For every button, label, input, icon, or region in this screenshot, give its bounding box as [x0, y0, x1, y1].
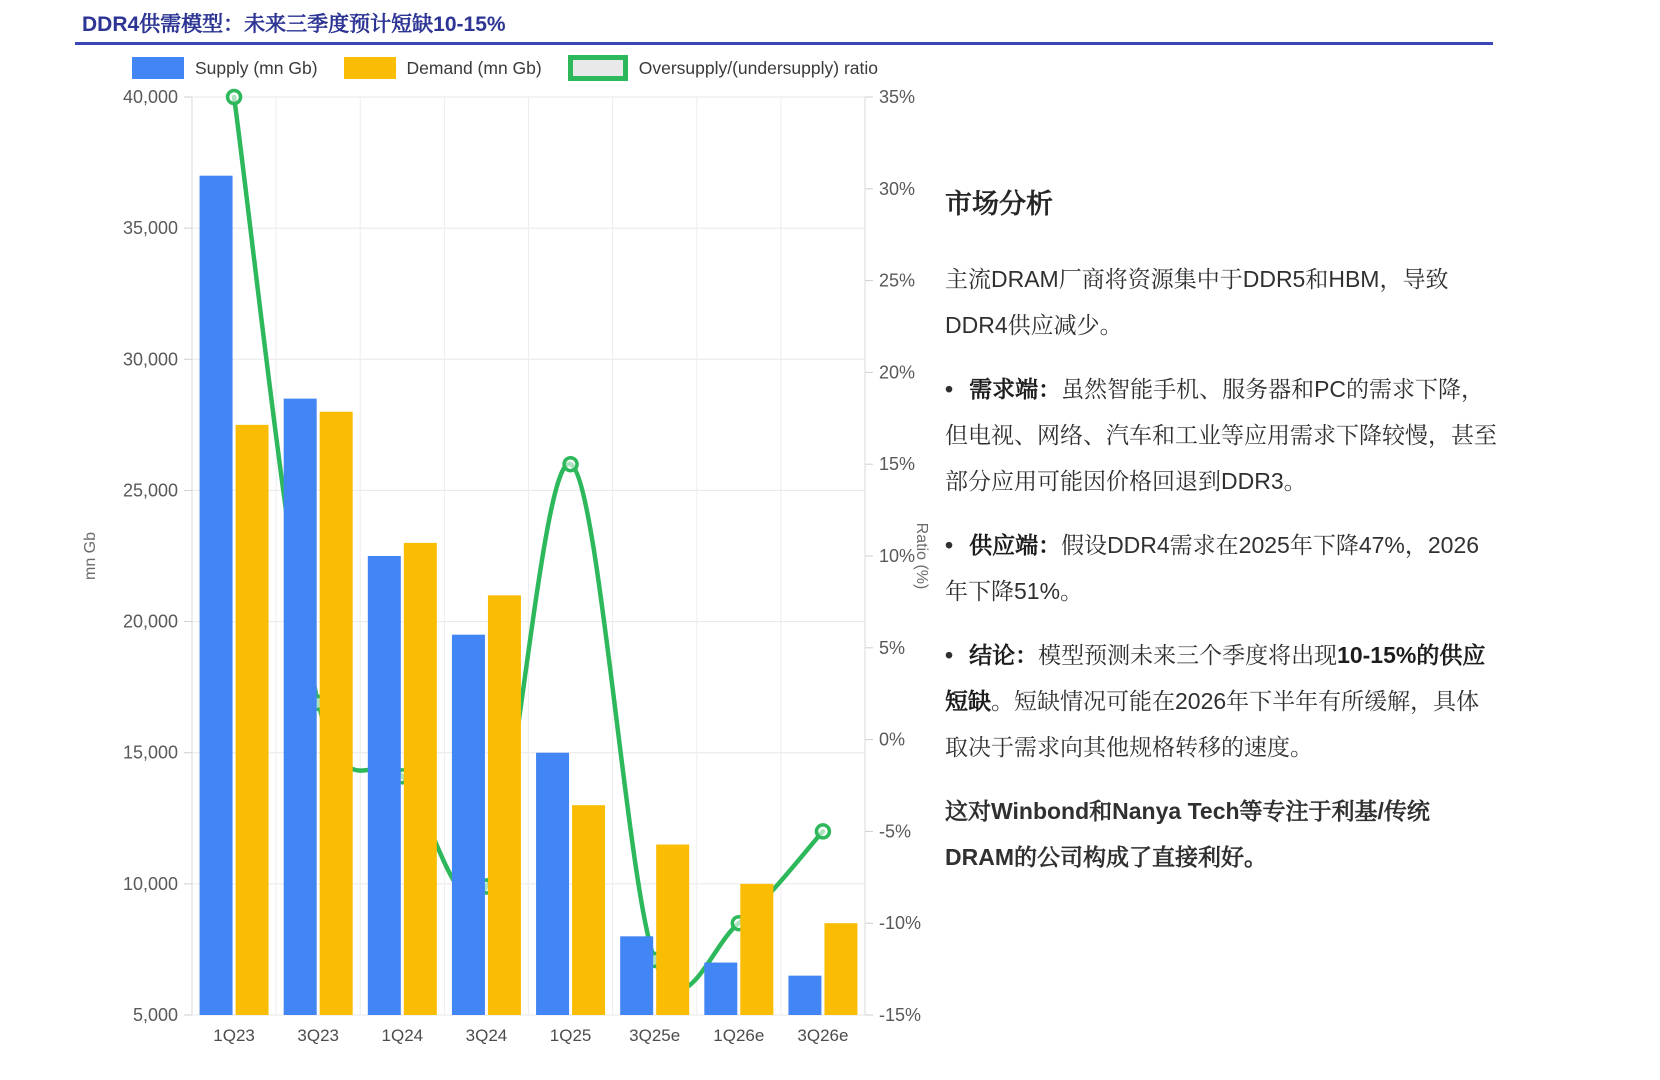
- demand-swatch-icon: [344, 57, 396, 79]
- analysis-panel: [945, 186, 1497, 898]
- legend-item-demand[interactable]: [344, 57, 542, 79]
- x-axis-label: 3Q24: [465, 1026, 508, 1045]
- bullet-supply-side: [945, 522, 1497, 614]
- right-axis-tick-label: 15%: [879, 454, 916, 475]
- right-axis-tick-label: -5%: [879, 821, 912, 842]
- bullet-dot: •: [945, 642, 954, 668]
- demand-bar: [236, 425, 269, 1015]
- left-axis-title: mn Gb: [82, 531, 99, 581]
- bullet-dot: •: [945, 532, 954, 558]
- supply-bar: [368, 556, 401, 1015]
- legend-label-ratio: Oversupply/(undersupply) ratio: [638, 57, 878, 78]
- shortage-highlight: 10-15%的供应短缺: [945, 642, 1486, 714]
- bullet-demand-text: 虽然智能手机、服务器和PC的需求下降，但电视、网络、汽车和工业等应用需求下降较慢，甚至部分应用可能因价格回退到DDR3。: [945, 376, 1497, 494]
- legend-item-ratio[interactable]: [568, 55, 878, 81]
- supply-bar: [284, 399, 317, 1015]
- supply-bar: [704, 963, 737, 1015]
- x-axis-label: 1Q25: [549, 1026, 592, 1045]
- right-axis-tick-label: 0%: [879, 729, 906, 750]
- right-axis-tick-label: 35%: [879, 87, 916, 107]
- legend-label-demand: Demand (mn Gb): [406, 57, 542, 78]
- bullet-supply-text: 假设DDR4需求在2025年下降47%，2026年下降51%。: [945, 532, 1480, 604]
- left-axis-tick-label: 5,000: [132, 1005, 178, 1025]
- bullet-demand-side: [945, 366, 1497, 504]
- demand-bar: [404, 543, 437, 1015]
- right-axis-tick-label: 20%: [879, 362, 916, 383]
- supply-bar: [452, 635, 485, 1015]
- supply-bar: [536, 753, 569, 1015]
- left-axis-tick-label: 40,000: [122, 87, 178, 107]
- supply-bar: [620, 936, 653, 1015]
- bullet-conclusion: [945, 632, 1497, 770]
- legend-item-supply[interactable]: [132, 57, 318, 79]
- bullet-conclusion-label: 结论：: [969, 642, 1039, 668]
- chart-legend: [75, 55, 935, 81]
- conclusion-paragraph: 这对Winbond和Nanya Tech等专注于利基/传统DRAM的公司构成了直接利好。: [945, 798, 1430, 870]
- bullet-conclusion-text-before: 模型预测未来三个季度将出现: [1038, 642, 1338, 668]
- x-axis-label: 3Q25e: [629, 1026, 681, 1045]
- left-axis-tick-label: 35,000: [122, 218, 178, 239]
- bullet-conclusion-text-after: 。短缺情况可能在2026年下半年有所缓解，具体取决于需求向其他规格转移的速度。: [945, 688, 1480, 760]
- supply-swatch-icon: [132, 57, 184, 79]
- chart-container: [75, 45, 935, 1050]
- bullet-supply-label: 供应端：: [969, 532, 1062, 558]
- ratio-point: [816, 825, 829, 838]
- supply-bar: [200, 176, 233, 1015]
- bullet-dot: •: [945, 376, 954, 402]
- legend-label-supply: Supply (mn Gb): [194, 57, 318, 78]
- left-axis-tick-label: 10,000: [122, 873, 178, 894]
- demand-bar: [824, 923, 857, 1015]
- ratio-point: [228, 91, 241, 104]
- demand-bar: [488, 595, 521, 1015]
- bullet-demand-label: 需求端：: [969, 376, 1062, 402]
- intro-paragraph: 主流DRAM厂商将资源集中于DDR5和HBM，导致DDR4供应减少。: [945, 266, 1449, 338]
- right-axis-tick-label: 30%: [879, 178, 916, 199]
- x-axis-label: 1Q23: [213, 1026, 255, 1045]
- demand-bar: [740, 884, 773, 1015]
- supply-bar: [788, 976, 821, 1015]
- demand-bar: [320, 412, 353, 1015]
- right-axis-tick-label: 10%: [879, 546, 916, 566]
- left-axis-tick-label: 25,000: [122, 480, 178, 501]
- right-axis-tick-label: -10%: [879, 913, 922, 934]
- left-axis-tick-label: 15,000: [122, 742, 178, 763]
- ratio-point: [564, 458, 577, 471]
- ratio-swatch-icon: [568, 55, 628, 81]
- right-axis-tick-label: 5%: [879, 637, 906, 658]
- right-axis-tick-label: -15%: [879, 1005, 922, 1025]
- demand-bar: [656, 845, 689, 1015]
- x-axis-label: 3Q23: [297, 1026, 339, 1045]
- panel-heading: 市场分析: [945, 189, 1053, 219]
- left-axis-tick-label: 20,000: [122, 611, 178, 632]
- left-axis-tick-label: 30,000: [122, 349, 178, 370]
- x-axis-label: 1Q26e: [713, 1026, 765, 1045]
- x-axis-label: 3Q26e: [797, 1026, 849, 1045]
- demand-bar: [572, 805, 605, 1015]
- page-title: DDR4供需模型：未来三季度预计短缺10-15%: [82, 13, 506, 36]
- right-axis-tick-label: 25%: [879, 270, 916, 291]
- right-axis-title: Ratio (%): [913, 522, 930, 590]
- x-axis-label: 1Q24: [381, 1026, 424, 1045]
- chart-svg: [75, 45, 935, 1050]
